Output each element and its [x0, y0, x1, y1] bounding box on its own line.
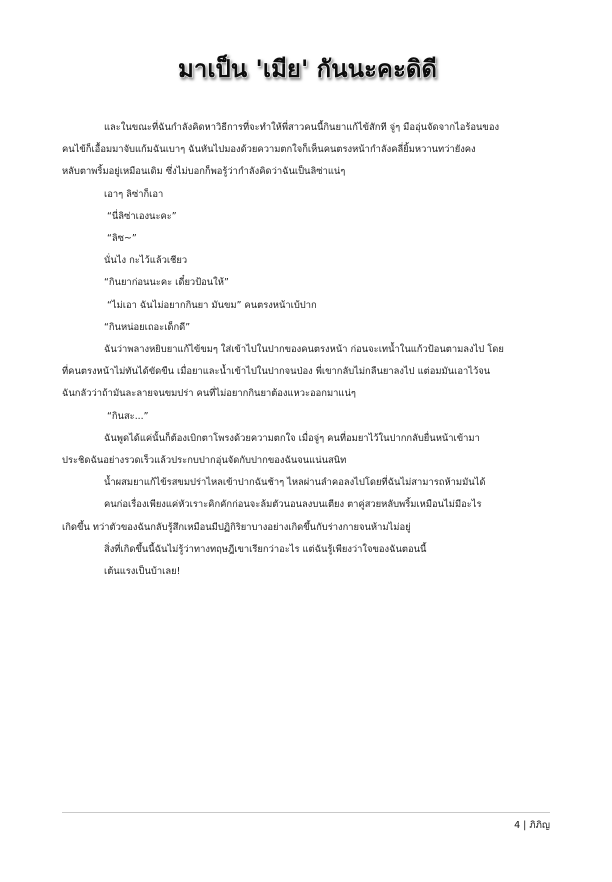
- paragraph-line: ประชิดฉันอย่างรวดเร็วแล้วประกบปากอุ่นจัดกับปากของฉันจนแน่นสนิท: [62, 455, 347, 467]
- paragraph: สิ่งที่เกิดขึ้นนี้ฉันไม่รู้ว่าทางทฤษฎีเขาเรียกว่าอะไร แต่ฉันรู้เพียงว่าใจของฉันตอนนี้: [104, 543, 427, 555]
- title-logo: [178, 46, 437, 94]
- dialogue-line: “กินหน่อยเถอะเด็กดี”: [104, 321, 191, 333]
- footer-divider: [62, 812, 550, 813]
- paragraph: ฉันพูดได้แค่นั้นก็ต้องเบิกตาโพรงด้วยความตกใจ เมื่อจู่ๆ คนที่อมยาไว้ในปากกลับยื่นหน้าเข้ามา: [104, 432, 480, 444]
- logo-text: มาเป็น 'เมีย' กันนะคะดิดี: [178, 55, 437, 83]
- paragraph: คนก่อเรื่องเพียงแค่หัวเราะคิกคักก่อนจะล้มตัวนอนลงบนเตียง ตาคู่สวยหลับพริ้มเหมือนไม่มีอะไร: [104, 499, 482, 511]
- paragraph: และในขณะที่ฉันกำลังคิดหาวิธีการที่จะทำให้พี่สาวคนนี้กินยาแก้ไข้สักที จู่ๆ มืออุ่นจัดจากไอร้อนของ: [104, 122, 500, 133]
- dialogue-line: “ไม่เอา ฉันไม่อยากกินยา มันขม” คนตรงหน้าเบ้ปาก: [107, 299, 317, 311]
- page-footer: [514, 818, 550, 833]
- paragraph: เต้นแรงเป็นบ้าเลย!: [104, 566, 181, 578]
- dialogue-line: “ลิซ~”: [107, 233, 137, 245]
- paragraph-line: หลับตาพริ้มอยู่เหมือนเดิม ซึ่งไม่บอกก็พอรู้ว่ากำลังคิดว่าฉันเป็นลิซ่าแน่ๆ: [62, 166, 346, 178]
- author-name: ภิภิญ: [529, 820, 550, 831]
- paragraph: น้ำผสมยาแก้ไข้รสขมปร่าไหลเข้าปากฉันช้าๆ ไหลผ่านลำคอลงไปโดยที่ฉันไม่สามารถห้ามมันได้: [104, 477, 486, 489]
- paragraph: นั่นไง กะไว้แล้วเชียว: [104, 255, 188, 267]
- paragraph-line: คนไข้ก็เอื้อมมาจับแก้มฉันเบาๆ ฉันหันไปมองด้วยความตกใจก็เห็นคนตรงหน้ากำลังคลี่ยิ้มหวานทว่ายังคง: [62, 144, 476, 156]
- dialogue-line: “กินสะ...”: [107, 410, 149, 422]
- title-logo-graphic: [178, 46, 437, 94]
- paragraph: เอาๆ ลิซ่าก็เอา: [104, 188, 164, 200]
- footer-separator: |: [523, 820, 527, 831]
- paragraph-line: เกิดขึ้น ทว่าตัวของฉันกลับรู้สึกเหมือนมีปฏิกิริยาบางอย่างเกิดขึ้นกับร่างกายจนห้ามไม่อยู่: [62, 521, 411, 533]
- paragraph-line: ฉันกลัวว่าถ้ามันละลายจนขมปร่า คนที่ไม่อยากกินยาต้องแหวะออกมาแน่ๆ: [62, 388, 356, 400]
- page-number: 4: [514, 820, 521, 831]
- dialogue-line: “กินยาก่อนนะคะ เดี๋ยวป้อนให้”: [104, 277, 229, 289]
- chapter-body: [62, 117, 552, 583]
- dialogue-line: “นี่ลิซ่าเองนะคะ”: [107, 210, 177, 222]
- paragraph-line: ที่คนตรงหน้าไม่ทันได้ขัดขืน เมื่อยาและน้ำเข้าไปในปากจนป่อง พี่เขากลับไม่กลืนยาลงไป แต่อมมันเอาไว้จน: [62, 366, 491, 378]
- paragraph: ฉันว่าพลางหยิบยาแก้ไข้ขมๆ ใส่เข้าไปในปากของคนตรงหน้า ก่อนจะเทน้ำในแก้วป้อนตามลงไป โดย: [104, 344, 504, 356]
